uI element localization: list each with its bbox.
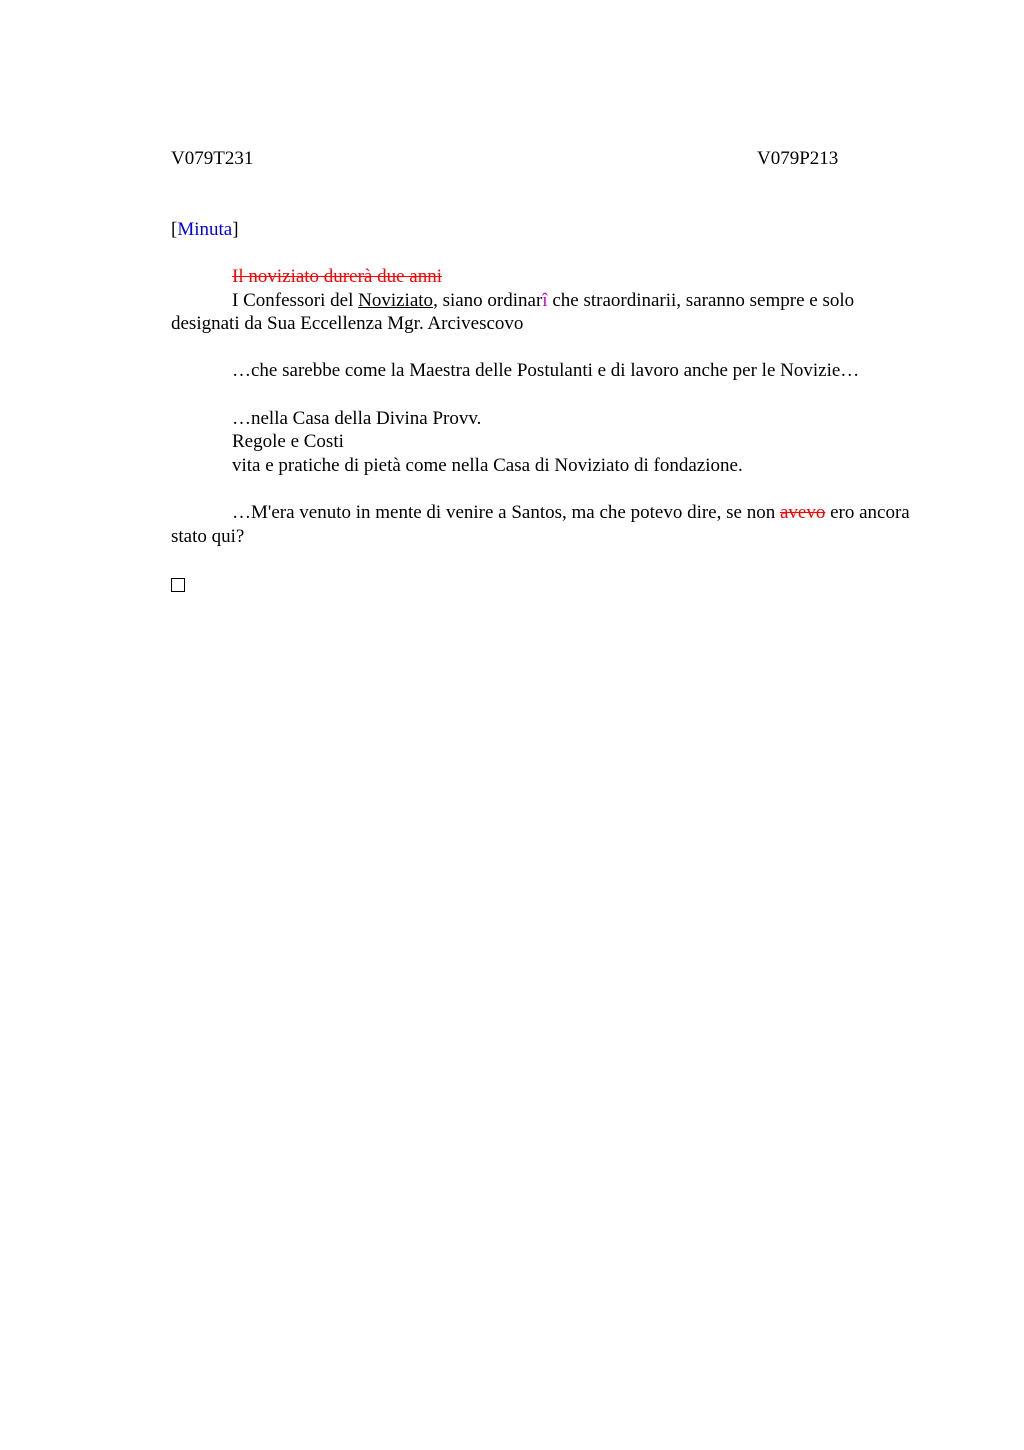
document-code-left: V079T231	[171, 148, 254, 169]
underlined-text: Noviziato	[358, 289, 434, 311]
paragraph-gap	[171, 336, 911, 360]
text-run: …M'era venuto in mente di venire a Santos, ma che potevo dire, se non	[232, 501, 780, 523]
document-page	[171, 0, 911, 1450]
label-close-bracket: ]	[232, 219, 239, 240]
paragraph-gap	[171, 548, 911, 572]
text-run: , siano ordinar	[433, 289, 543, 311]
deleted-text: Il noviziato durerà due anni	[232, 266, 442, 287]
text-run: ero ancora stato qui?	[171, 501, 910, 547]
marked-character: î	[542, 289, 548, 311]
paragraph-confessori	[171, 289, 911, 336]
text-run: I Confessori del	[232, 289, 359, 311]
paragraph-casa-line2: Regole e Costi	[232, 431, 344, 453]
paragraph-casa-line1: …nella Casa della Divina Provv.	[232, 407, 482, 429]
deleted-text: avevo	[779, 501, 826, 523]
label-word: Minuta	[177, 219, 233, 240]
deleted-line	[171, 265, 911, 289]
paragraph-casa-line3: vita e pratiche di pietà come nella Casa di Noviziato di fondazione.	[232, 454, 743, 476]
document-body	[171, 265, 911, 597]
section-label	[171, 218, 239, 242]
paragraph-santos	[171, 501, 911, 548]
document-code-right: V079P213	[757, 148, 839, 169]
empty-box-icon	[171, 578, 185, 592]
label-open-bracket: [	[171, 219, 178, 240]
end-marker	[171, 572, 911, 598]
paragraph-gap	[171, 477, 911, 501]
paragraph-gap	[171, 383, 911, 407]
paragraph-maestra: …che sarebbe come la Maestra delle Postulanti e di lavoro anche per le Novizie…	[232, 360, 860, 382]
text-run: che straordinarii, saranno sempre e solo designati da Sua Eccellenza Mgr. Arcivescovo	[171, 289, 855, 335]
